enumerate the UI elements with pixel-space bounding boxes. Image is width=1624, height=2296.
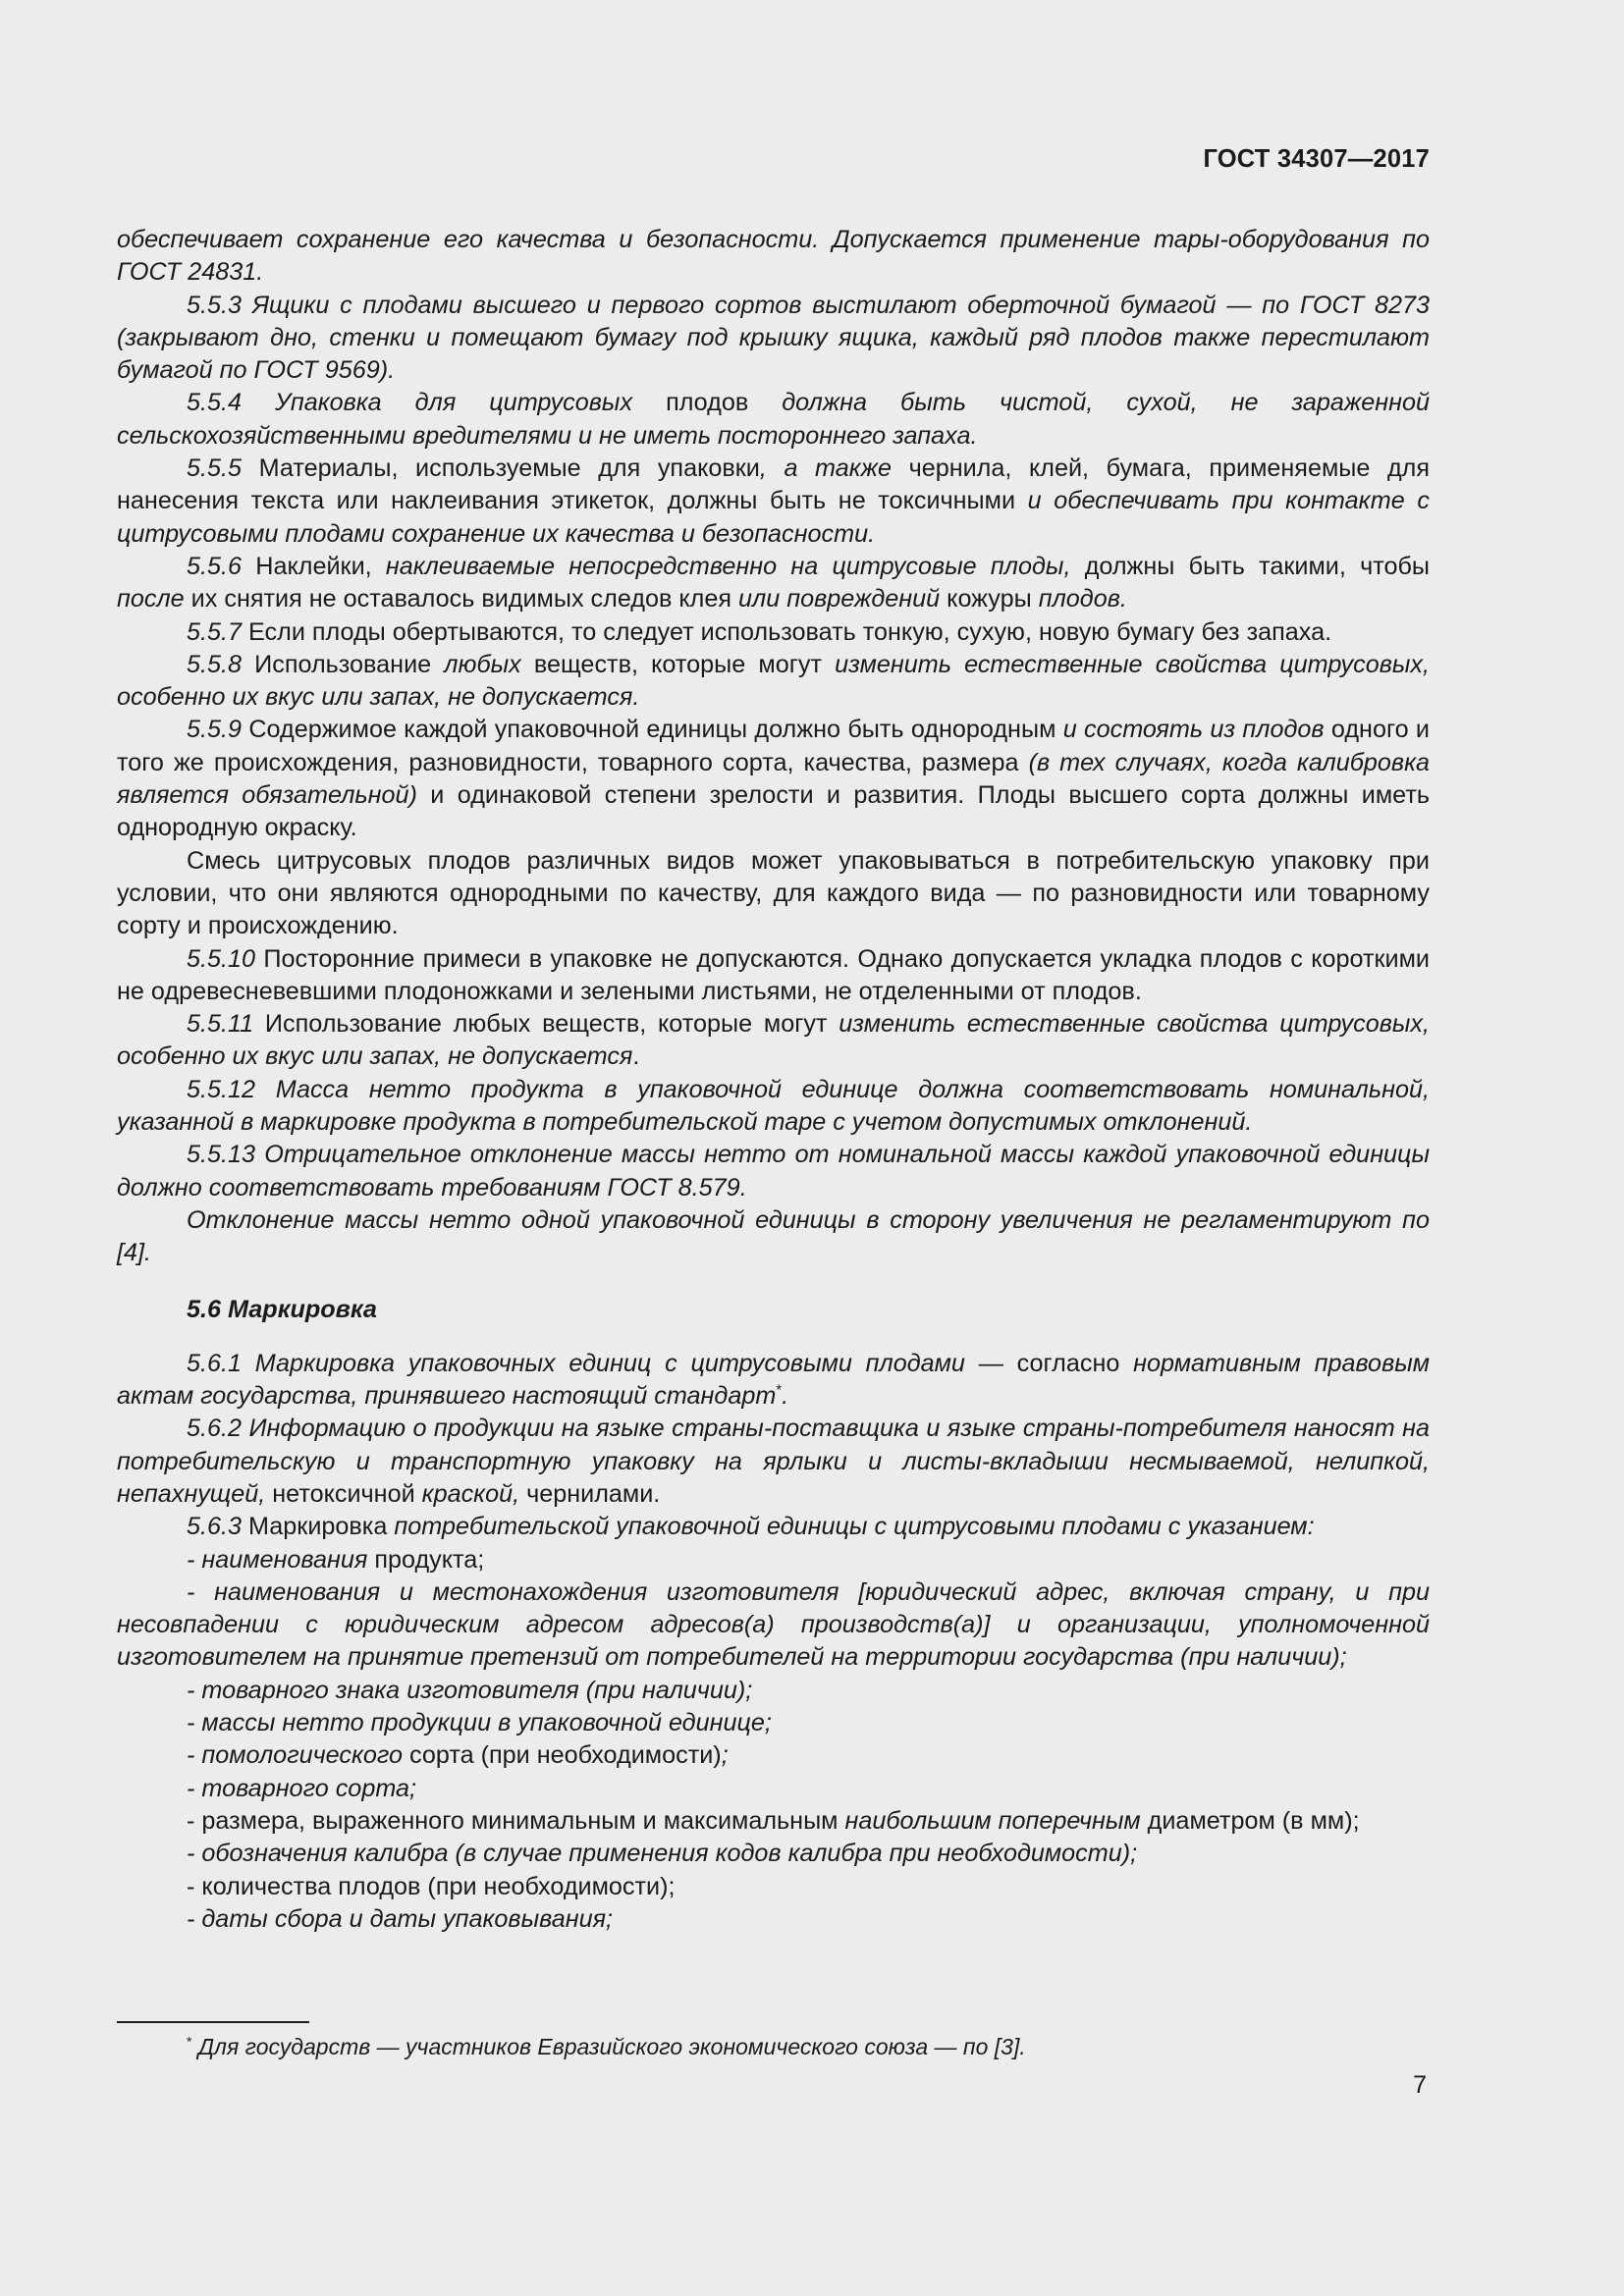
paragraph xyxy=(117,1739,1430,1772)
paragraph xyxy=(117,845,1430,943)
text-run: 5.5.5 xyxy=(187,454,243,483)
text-run: потребительской упаковочной единицы с цитрусовыми плодами с указанием: xyxy=(394,1513,1315,1541)
text-run: должна быть чистой, сухой, не зараженной сельскохозяйственными вредителями и не иметь постороннего запаха. xyxy=(117,389,1431,450)
text-run: 5.5.7 xyxy=(187,617,243,646)
paragraph xyxy=(117,1675,1430,1707)
text-run: 5.5.9 xyxy=(187,716,243,744)
text-run: или повреждений xyxy=(738,585,941,614)
paragraph xyxy=(117,290,1430,388)
section-heading xyxy=(117,1294,1430,1326)
text-run: наибольшим поперечным xyxy=(844,1806,1141,1835)
text-run: 5.5.3 Ящики с плодами высшего и первого сортов выстилают оберточной бумагой — по ГОСТ 8273 (закрывают дно, стенки и помещают бумагу под крышку ящика, каждый ряд плодов также перестилают бумагой по ГОСТ 9569). xyxy=(117,291,1430,385)
text-run: Наклейки, xyxy=(242,552,386,580)
paragraph xyxy=(117,616,1430,649)
paragraph xyxy=(117,1544,1430,1576)
text-run: - обозначения калибра (в случае применения кодов калибра при необходимости); xyxy=(187,1840,1138,1868)
text-run: 5.6.1 Маркировка упаковочных единиц с цитрусовыми плодами xyxy=(187,1349,965,1377)
paragraph xyxy=(117,453,1430,551)
text-run: их снятия не оставалось видимых следов клея xyxy=(184,585,739,614)
text-run: 5.5.11 xyxy=(187,1010,254,1039)
text-run: сорта (при необходимости) xyxy=(403,1741,722,1770)
text-run: - помологического xyxy=(187,1741,404,1770)
text-run: 5.6.3 xyxy=(187,1513,243,1541)
text-run: одного и того же происхождения, разновидности, товарного сорта, качества, размера xyxy=(117,716,1430,776)
text-run: 5.5.4 Упаковка для цитрусовых xyxy=(187,389,633,417)
text-run: 5.5.8 xyxy=(187,650,243,678)
paragraph xyxy=(117,1008,1430,1074)
text-run: Содержимое каждой упаковочной единицы должно быть однородным xyxy=(242,716,1063,744)
text-run: 5.5.12 Масса нетто продукта в упаковочной единице должна соответствовать номинальной, указанной в маркировке продукта в потребительской таре с учетом допустимых отклонений. xyxy=(117,1075,1430,1137)
text-run: плодов. xyxy=(1038,585,1127,614)
text-run: - массы нетто продукции в упаковочной единице; xyxy=(187,1709,772,1737)
text-run: после xyxy=(117,585,185,614)
text-run: , а также xyxy=(759,454,892,483)
text-run: продукта; xyxy=(367,1545,485,1574)
paragraph xyxy=(117,1838,1430,1870)
text-run: нормативным правовым актам государства, принявшего настоящий стандарт xyxy=(117,1349,1431,1411)
text-run: нетоксичной xyxy=(265,1479,422,1508)
text-run: обеспечивает сохранение его качества и безопасности. Допускается применение тары-оборудования по ГОСТ 24831. xyxy=(117,226,1430,287)
text-run: диаметром (в мм); xyxy=(1140,1806,1360,1835)
text-run: краской, xyxy=(421,1479,520,1508)
text-run: Использование любых веществ, которые могут xyxy=(253,1010,839,1039)
text-run: - наименования и местонахождения изготовителя [юридический адрес, включая страну, и при несовпадении с юридическим адресом адресов(а) производств(а)] и организации, уполномоченной изготовителем на принятие претензий от потребителей на территории государства (при наличии); xyxy=(117,1577,1430,1672)
text-run: ; xyxy=(721,1741,729,1770)
paragraph xyxy=(117,1413,1430,1511)
paragraph xyxy=(117,224,1430,290)
text-run: 5.5.6 xyxy=(187,552,243,580)
footnote-text: Для государств — участников Евразийского экономического союза — по [3]. xyxy=(191,2034,1026,2059)
text-run: - размера, выраженного минимальным и максимальным xyxy=(187,1806,845,1835)
text-run: Если плоды обертываются, то следует использовать тонкую, сухую, новую бумагу без запаха. xyxy=(242,617,1332,646)
text-run: - товарного знака изготовителя (при наличии); xyxy=(187,1676,753,1704)
text-run: — согласно xyxy=(964,1349,1134,1377)
text-run: плодов xyxy=(632,389,783,417)
body-text xyxy=(117,224,1430,1936)
text-run: изменить естественные свойства цитрусовых, особенно их вкус или запах, не допускается xyxy=(117,1010,1430,1071)
text-run: (в тех случаях, когда калибровка является обязательной) xyxy=(117,748,1430,810)
text-run: Материалы, используемые для упаковки xyxy=(242,454,760,483)
text-run: и одинаковой степени зрелости и развития. Плоды высшего сорта должны иметь однородную окраску. xyxy=(117,781,1430,842)
text-run: 5.6.2 Информацию о продукции на языке страны-поставщика и языке страны-потребителя наносят на потребительскую и транспортную упаковку на ярлыки и листы-вкладыши несмываемой, нелипкой, непахнущей, xyxy=(117,1415,1430,1508)
footnote-separator xyxy=(117,2021,309,2023)
text-run: 5.5.10 xyxy=(187,944,256,973)
paragraph xyxy=(117,1204,1430,1270)
paragraph xyxy=(117,1139,1430,1204)
text-run: 5.5.13 Отрицательное отклонение массы нетто от номинальной массы каждой упаковочной единицы должно соответствовать требованиям ГОСТ 8.579. xyxy=(117,1141,1430,1201)
text-run: чернила, клей, бумага, применяемые для нанесения текста или наклеивания этикеток, должны быть не токсичными xyxy=(117,454,1430,515)
paragraph xyxy=(117,1576,1430,1675)
text-run: Маркировка xyxy=(242,1513,395,1541)
paragraph xyxy=(117,1805,1430,1838)
text-run: кожуры xyxy=(940,585,1039,614)
paragraph xyxy=(117,1348,1430,1414)
text-run: должны быть такими, чтобы xyxy=(1070,552,1430,580)
text-run: 5.6 Маркировка xyxy=(187,1295,377,1323)
paragraph xyxy=(117,649,1430,715)
footnote xyxy=(187,2032,1430,2061)
text-run: . xyxy=(632,1042,640,1071)
document-id-header: ГОСТ 34307—2017 xyxy=(1203,145,1430,173)
paragraph xyxy=(117,714,1430,844)
text-run: изменить естественные свойства цитрусовых, особенно их вкус или запах, не допускается. xyxy=(117,650,1430,712)
paragraph xyxy=(117,387,1430,453)
text-run: Посторонние примеси в упаковке не допускаются. Однако допускается укладка плодов с короткими не одревесневевшими плодоножками и зелеными листьями, не отделенными от плодов. xyxy=(117,944,1430,1005)
paragraph xyxy=(117,1903,1430,1936)
text-run: Смесь цитрусовых плодов различных видов может упаковываться в потребительскую упаковку при условии, что они являются однородными по качеству, для каждого вида — по разновидности или товарному сорту и происхождению. xyxy=(117,846,1430,940)
page-number: 7 xyxy=(1413,2071,1427,2099)
text-run: и состоять из плодов xyxy=(1062,716,1325,744)
text-run: наклеиваемые непосредственно на цитрусовые плоды, xyxy=(385,552,1071,580)
text-run: - наименования xyxy=(187,1545,368,1574)
paragraph xyxy=(117,1511,1430,1543)
text-run: Отклонение массы нетто одной упаковочной единицы в сторону увеличения не регламентируют по [4]. xyxy=(117,1205,1430,1267)
text-run: Использование xyxy=(242,650,445,678)
paragraph xyxy=(117,1773,1430,1805)
paragraph xyxy=(117,1074,1430,1140)
text-run: . xyxy=(782,1382,789,1411)
footnote-marker: * xyxy=(187,2033,192,2050)
text-run: - товарного сорта; xyxy=(187,1774,417,1802)
paragraph xyxy=(117,551,1430,616)
paragraph xyxy=(117,1707,1430,1739)
text-run: и обеспечивать при контакте с цитрусовыми плодами сохранение их качества и безопасности. xyxy=(117,487,1430,548)
text-run: любых xyxy=(444,650,521,678)
text-run: - даты сбора и даты упаковывания; xyxy=(187,1904,614,1933)
text-run: веществ, которые могут xyxy=(520,650,836,678)
paragraph xyxy=(117,943,1430,1009)
paragraph xyxy=(117,1871,1430,1903)
text-run: - количества плодов (при необходимости); xyxy=(187,1872,676,1900)
footnote-reference: * xyxy=(776,1381,783,1399)
text-run: чернилами. xyxy=(519,1479,661,1508)
